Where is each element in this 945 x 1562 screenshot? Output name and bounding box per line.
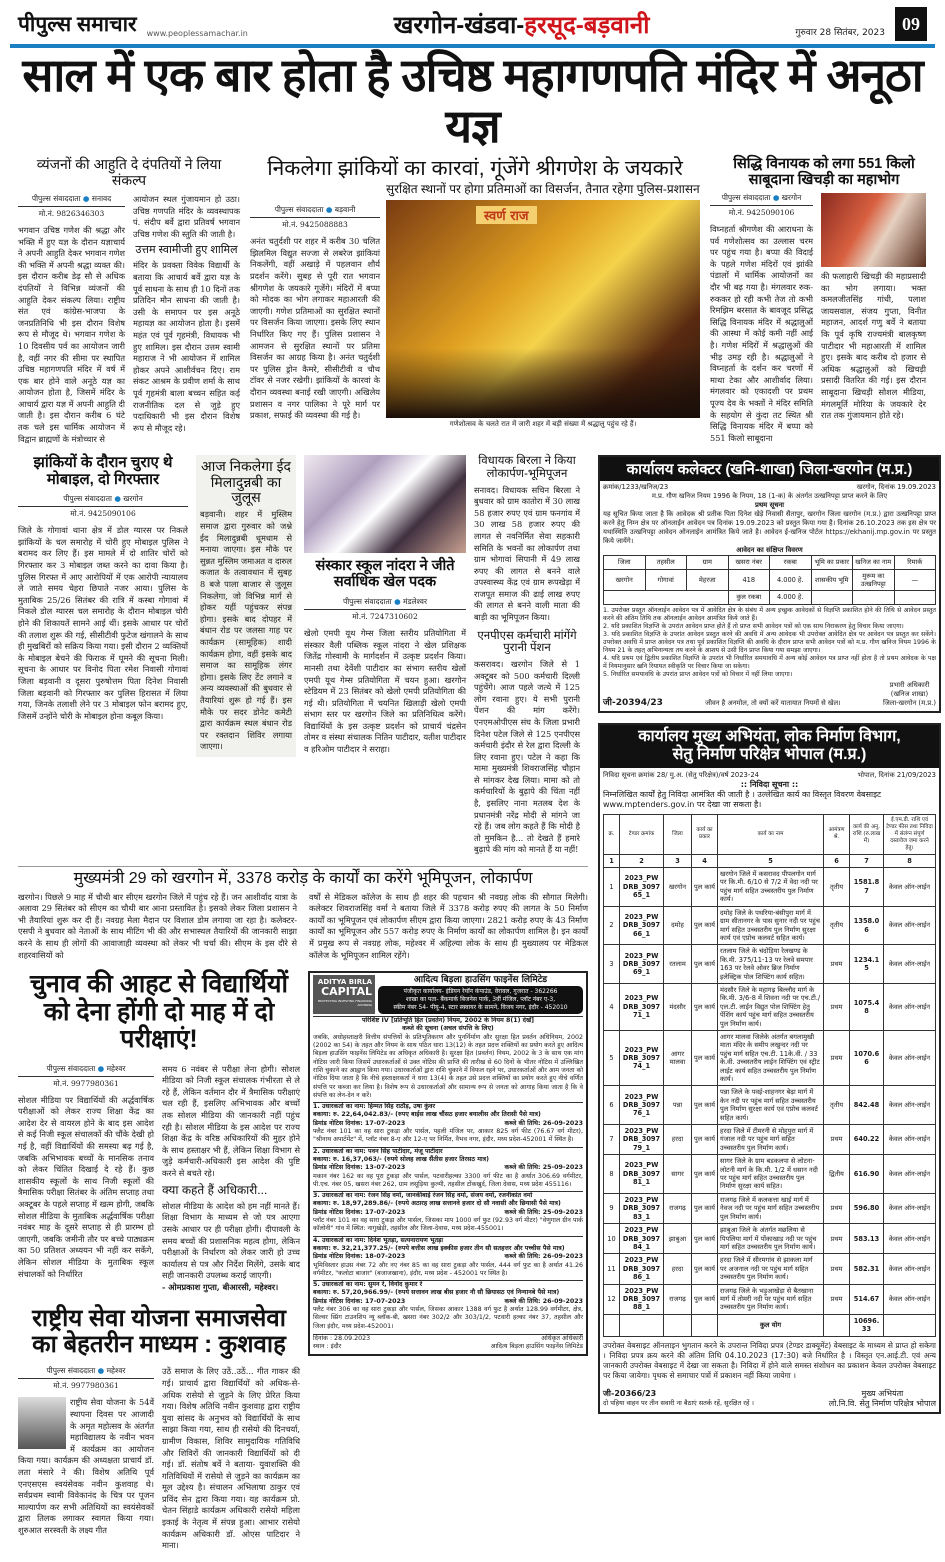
newspaper-logo[interactable]: पीपुल्स समाचार: [18, 13, 137, 36]
table-cell: 4: [604, 983, 620, 1030]
table-cell: झाबुआ: [664, 1224, 692, 1254]
column-header: कार्य का प्रकार: [692, 814, 718, 854]
table-cell: 583.13: [850, 1224, 884, 1254]
table-cell: प्रथम: [824, 1125, 850, 1155]
table-cell: 1075.48: [850, 983, 884, 1030]
headline: निकलेगा झांकियों का कारवां, गूंजेंगे श्रीगणेश के जयकारे: [267, 157, 683, 181]
section-title: खरगोन-खंडवा-हरसूद-बड़वानी: [393, 11, 650, 39]
body-text: खेलो एमपी यूथ गेम्स जिला स्तरीय प्रतियोगिता में संस्कार वैली पब्लिक स्कूल नांदरा ने खेल प्रशिक्षक जितेंद्र गोस्वामी के मार्गदर्शन में उत्कृष्ट प्रदर्शन किया। मानसी तथा देवेंशी पाटीदार का संभाग स्तरीय खेलों एमपी यूथ गेम्स प्रतियोगिता में चयन हुआ। खरगोन स्टेडियम में 23 सितंबर को खेलो एमपी प्रतियोगिता की गई थी। प्रतियोगिता में चयनित खिलाड़ी खेलो एमपी संभाग स्तर पर खरगोन जिले का प्रतिनिधित्व करेंगे। विद्यार्थियों के इस उत्कृष्ट प्रदर्शन को प्राचार्य चंद्रसेन तोमर व संस्था संचालक नितिन पाटीदार, यतीश पाटीदार व हरिओम पाटीदार ने सराहा।: [304, 628, 466, 755]
headline: झांकियों के दौरान चुराए थे मोबाइल, दो गिरफ्तार: [33, 454, 173, 488]
lead-headline: साल में एक बार होता है उचिष्ठ महागणपति मंदिर में अनूठा यज्ञ: [22, 49, 923, 152]
column-number: 7: [850, 854, 884, 867]
table-cell: 2023_PWDRB_309774_1: [620, 1030, 664, 1085]
table-cell: रतलाम जिले के चंदोड़िया रेलखण्ड के कि.मी. 375/11-13 पर रेलवे समपार 163 पर रेलवे ओवर ब्रिज निर्माण इलेक्ट्रिक पोल शिफ्टिंग कार्य सहित।: [718, 945, 824, 984]
table-row: [604, 983, 936, 1030]
mobile: मो.नं. 7247310602: [352, 612, 418, 622]
mobile: मो.नं. 9977980361: [53, 1078, 119, 1088]
table-cell: 4.000 हे.: [770, 569, 812, 591]
mobile: मो.नं. 9977980361: [53, 1381, 119, 1391]
headline: विधायक बिरला ने किया लोकार्पण-भूमिपूजन: [478, 455, 576, 480]
table-cell: —: [894, 569, 936, 591]
headline: चुनाव की आहट से विद्यार्थियों को देना होंगी दो माह में दो परीक्षाएं!: [30, 970, 288, 1054]
body-text: उठें समाज के लिए उठें..उठें... गीत गाकर की गई। प्राचार्य द्वारा विद्यार्थियों को अधिक-से-अधिक रासेयो से जुड़ने के लिए प्रेरित किया गया। विशेष अतिथि नवीन कुशवाह द्वारा राष्ट्रीय युवा सांसद के अनुभव को विद्यार्थियों के साथ साझा किया गया, साथ ही रासेयो की दिनचर्या, ग्रामीण विकास, शिविर सामुदायिक गतिविधि और शिविरों की जानकारी विद्यार्थियों को दी गई। डॉ. संतोष बर्वे ने बताया- युवाशक्ति की गतिविधियों में रासेयो से जुड़ने का कार्यक्रम का मूल उद्देश्य है। संचालन अभिलाषा ठाकुर एवं प्रविंद सेन द्वारा किया गया। यह कार्यक्रम प्रो. चेतन सिंहाडे कार्यक्रम अधिकारी रासेयो महिला इकाई के नेतृत्व में संपन्न हुआ। आभार रासेयो कार्यक्रम अधिकारी डॉ. ओएस पाटिदार ने माना।: [162, 1366, 300, 1551]
table-cell: प्रथम: [824, 1030, 850, 1085]
borrower-entry: 3. उधारकर्ता का नाम: रंजन सिंह वर्मा, जानकीबाई रंजन सिंह वर्मा, संजय वर्मा, रजनीकांत वर्मा बकाया: रु. 18,97,289.86/- (रुपये अठारह लाख सत्तानवे हजार दो सौ नवासी और छियासी पैसे मात्र) डिमांड नोटिस दिनांक: 17-07-2023 कब्जे की तिथि: 25-09-2023 प्लॉट नंबर 101 का वह सारा टुकड़ा और पार्सल, जिसका माप 1000 वर्ग फुट (92.93 वर्ग मीटर) "वेणुगाल ग्रीन पार्क कॉलोनी" गांव में स्थित: नागुखेड़ी, तहसील और जिला-देवास, मध्य प्रदेश-455001।: [313, 1192, 583, 1233]
column-number: 8: [884, 854, 936, 867]
table-cell: 1: [604, 868, 620, 907]
temple-photo: [821, 193, 926, 267]
body-text: की फलाहारी खिचड़ी की महाप्रसादी का भोग लगाया। भक्त कमलजीतसिंह गांधी, पलाश जायसवाल, संजय गुप्ता, विनीत महाजन, आदर्श गणु बर्वे ने बताया कि पूर्व कृषि राज्यमंत्री बालकृष्ण पाटीदार भी महाआरती में शामिल हुए। इसके बाद करीब दो हजार से अधिक श्रद्धालुओं को खिचड़ी प्रसादी वितरित की गई। इस दौरान साबूदाना खिचड़ी सोशल मीडिया, मंगलमूर्ति मोरिया के जयकारे देर रात तक गुंजायमान होते रहे।: [821, 271, 926, 421]
story-vyanjan: [18, 157, 240, 445]
headline: राष्ट्रीय सेवा योजना समाजसेवा का बेहतरीन माध्यम : कुशवाह: [32, 1304, 286, 1358]
photo-caption: गणेशोत्सव के चलते रात में जारी शहर में बड़ी संख्या में श्रद्धालु पहुंच रहे हैं।: [449, 420, 637, 429]
column-header: ई.एम.डी. राशि एवं टेण्डर फीस तथा निविदा में संलंग्न संपूर्ण दस्तावेज जमा करने हेतु।: [884, 814, 936, 854]
borrower-entry: 2. उधारकर्ता का नाम: पवन सिंह पाटीदार, मंजू पाटीदार बकाया: रु. 16,37,063/- (रुपये सोलह लाख सैंतीस हजार तिरसठ मात्र) डिमांड नोटिस दिनांक: 13-07-2023 कब्जे की तिथि: 25-09-2023 मकान नंबर 162 का वह पूरा टुकड़ा और पार्सल, पटवारीहल्का 3300 वर्ग फीट का है अर्थात 306.69 वर्गमीटर, पी.एच. नंबर 05, खसरा नंबर 262, ग्राम लसूड़िया कुल्मी, तहसील टोंकखुर्द, जिला देवास, मध्य प्रदेश 455116।: [313, 1147, 583, 1188]
table-row: [604, 1155, 936, 1194]
story-siddhivinayak: [710, 157, 938, 444]
table-cell: हरदा जिले में टीमरनी से मोहपुरा मार्ग में गंजाल नदी पर पहुंच मार्ग सहित उच्चस्तरीय पुल निर्माण कार्य।: [718, 1125, 824, 1155]
top-stories-row: [10, 157, 935, 445]
table-cell: पुल कार्य: [692, 983, 718, 1030]
body-text: विघ्नहर्ता श्रीगणेश की आराधना के पर्व गणेशोत्सव का उल्लास चरम पर पहुंच गया है। बप्पा की विदाई के पहले गणेश मंदिरों एवं झांकी पंडालों में धार्मिक आयोजनों का दौर भी बढ़ गया है। मंगलवार रुक-रुककर हो रही कभी तेज तो कभी रिमझिम बरसात के बावजूद प्रसिद्ध सिद्धि विनायक मंदिर में श्रद्धालुओं की आस्था में कोई कमी नहीं आई है। गणेश मंदिरों में श्रद्धालुओं की भीड़ उमड़ रही है। श्रद्धालुओं ने विघ्नहर्ता के दर्शन कर चरणों में माथा टेका और आशीर्वाद लिया। मंगलवार को एकादशी पर प्रथम पूज्य देव के भक्तों ने मंदिर समिति के सहयोग से कुंदा तट स्थित श्री सिद्धि विनायक मंदिर में बप्पा को 551 किलो साबूदाना: [710, 224, 813, 443]
table-cell: 10: [604, 1224, 620, 1254]
table-cell: 1234.15: [850, 945, 884, 984]
table-cell: केवल ऑन-लाईन: [884, 945, 936, 984]
table-cell: 11: [604, 1254, 620, 1284]
byline: पीपुल्स संवाददाता ● सनावद: [18, 194, 125, 207]
body-text: मंदिर के प्रवक्ता विवेक विद्यार्थी के बताया कि आचार्य बर्वे द्वारा यज्ञ के पूर्व साधना के साथ ही 10 दिनों तक प्रतिदिन मौन साधना की जाती है। उसी के समापन पर इस अनूठे महायज्ञ का आयोजन होता है। इसमें महंत एवं पूर्व गृहमंत्री, विधायक भी हुए शामिल। इस दौरान उत्तम स्वामी महाराज ने भी आयोजन में शामिल होकर अपने आशीर्वचन दिए। राम संकट आश्रम के प्रवीण शर्मा के साथ पूर्व गृहमंत्री बाला बच्चन सहित कई राजनीतिक दल से जुड़े हुए पदाधिकारी भी इस दौरान विशेष रूप से मौजूद रहे।: [133, 260, 240, 433]
mobile: मो.नं. 9826346303: [38, 208, 105, 218]
page-number: 09: [895, 7, 927, 41]
table-cell: गोगावां: [645, 569, 687, 591]
masthead-rule: [10, 44, 935, 48]
table-cell: केवल ऑन-लाईन: [884, 906, 936, 945]
table-cell: केवल ऑन-लाईन: [884, 1125, 936, 1155]
table-cell: 6: [604, 1086, 620, 1125]
table-row: [604, 1254, 936, 1284]
story-birla-mla: [474, 455, 580, 856]
table-cell: शासकीय भूमि: [811, 569, 853, 591]
table-row: [604, 1086, 936, 1125]
column-header: क्र.: [604, 814, 620, 854]
column-number: 6: [824, 854, 850, 867]
column-number: 3: [664, 854, 692, 867]
table-row: [604, 1284, 936, 1314]
mobile: मो.नं. 9425090106: [70, 509, 136, 519]
table-cell: खरगोन: [664, 868, 692, 907]
table-cell: मुरूम का उत्खनिपट्टा: [853, 569, 895, 591]
table-cell: 5: [604, 1030, 620, 1085]
table-cell: केवल ऑन-लाईन: [884, 1254, 936, 1284]
award-photo: [304, 455, 466, 553]
collector-ad: कार्यालय कलेक्टर (खनि-शाखा) जिला-खरगोन (म.प्र.) क्रमांक/1233/खनिज/23 खरगोन, दिनांक 19.09.2023 म.प्र. गौण खनिज नियम 1996 के नियम, 18 (1-क) के अंतर्गत उत्खनिपट्टा प्राप्त करने के लिए प्रथम सूचना यह सूचित किया जाता है कि आवेदक श्री प्रतीक पिता दिनेश खेड़े निवासी सैतापुर, खरगोन जिला खरगोन (म.प्र.) द्वारा उत्खनिपट्टा प्राप्त करने हेतु निम्न क्षेत्र पर ऑनलाईन आवेदन पत्र दिनांक 19.09.2023 को प्रस्तुत किया गया है। दिनांक 26.10.2023 तक इस क्षेत्र पर यथास्थिति उत्खनिपट्टा आवेदन ऑनलाईन आमंत्रित किये जाते है। आवेदन ई-खनिज पोर्टल https://ekhanij.mp.gov.in पर प्रस्तुत किये जायेंगे। आवेदन का संक्षिप्त विवरण जिला तहसील ग्राम खसरा नंबर रकबा भूमि का प्रकार खनिज का नाम रिमार्क खरगोन गोगावां मेहरजा 418 4.000 हे. शासकीय भूमि मुरूम का उत्खनिपट्टा — कुल रकबा 4.000 हे. 1. उपरोक्त प्रस्तुत ऑनलाईन आवेदन पत्र में आवेदित क्षेत्र के संबंध में अन्य इच्छुक आवेदकों से विज्ञप्ति प्रकाशित होने की तिथि से आवेदन प्रस्तुत करने की अंतिम तिथि तक ऑनलाईन आवेदन आमंत्रित किये जाते हैं। 2. यदि प्रकाशित विज्ञप्ति के उपरांत आवेदन प्राप्त होते हैं तो प्राप्त सभी आवेदन पत्रों को एक साथ निराकरण हेतु विचार किया जाएगा। 3. यदि प्रकाशित विज्ञप्ति के उपरांत आवेदन प्रस्तुत करने की अवधि में अन्य आवेदक भी उपरोक्त आवेदित क्षेत्र पर आवेदन पत्र प्रस्तुत कर सकेंगे। उपरोक्त अवधि में प्राप्त आवेदन पत्र तथा पूर्व प्रकाशित विज्ञप्ति की अवधि के दौरान प्राप्त सभी आवेदन पत्रों को म.प्र. गौण खनिज नियम 1996 के नियम 21 के तहत् अभिनान्यता तय करने के आशय से उसी दिन प्राप्त किया गया समझा जाएगा। 4. यदि प्रथम एवं द्वितीय प्रकाशित विज्ञप्ति के उपरांत भी निर्धारित समयावधि में अन्य कोई आवेदन पत्र प्राप्त नहीं होता है तो प्रथम आवेदक के पक्ष में नियमानुसार खनि रियायत स्वीकृति पर विचार किया जा सकेगा। 5. निर्धारित समयावधि के उपरांत प्राप्त आवेदन पत्रों को विचार में नहीं लिया जाएगा। जी-20394/23 जीवन है अनमोल, तो क्यों करें यातायात नियमों से खेल। प्रभारी अधिकारी (खनिज शाखा) जिला-खरगोन (म.प्र.): [598, 455, 941, 713]
table-row: [604, 1193, 936, 1223]
notice-point: 5. निर्धारित समयावधि के उपरांत प्राप्त आवेदन पत्रों को विचार में नहीं लिया जाएगा।: [603, 670, 793, 678]
table-cell: राजगढ़ जिले के भड़ुआखेड़ा से बैतखाना मार्ग में तोमरी नदी पर पहुंच मार्ग सहित उच्चस्तरीय पुल निर्माण कार्य।: [718, 1284, 824, 1314]
table-cell: 2023_PWDRB_309779_1: [620, 1125, 664, 1155]
table-row: [604, 868, 936, 907]
headline: एनपीएस कर्मचारी मांगेंगे पुरानी पेंशन: [477, 629, 577, 655]
byline: पीपुल्स संवाददाता ● बड़वानी: [250, 205, 380, 218]
body-text: सनावद। विधायक सचिन बिरला ने बुधवार को ग्राम कातोरा में 30 लाख 58 हजार रुपए एवं ग्राम फनगांव में 30 लाख 58 हजार रुपए की लागत से नवनिर्मित सेवा सहकारी समिति के भवनों का लोकार्पण तथा ग्राम भोगावां सिपानी में 49 लाख रुपए की लागत से बनने वाले उपस्वास्थ्य केंद्र एवं ग्राम रूपखेड़ा में राजपूत समाज की ढाई लाख रुपए की लागत से बनने वाली माता की बाड़ी का भूमिपूजन किया।: [474, 484, 580, 623]
table-cell: पुल कार्य: [692, 1125, 718, 1155]
table-cell: पन्ना: [664, 1086, 692, 1125]
table-cell: सागर: [664, 1155, 692, 1194]
issue-date: गुरुवार 28 सितंबर, 2023: [795, 28, 885, 38]
subheadline: क्या कहते हैं अधिकारी...: [162, 1182, 268, 1197]
table-cell: 2023_PWDRB_309765_1: [620, 868, 664, 907]
column-header: कार्य की अनु. राशि (रु.लाख में): [850, 814, 884, 854]
table-cell: 2023_PWDRB_309783_1: [620, 1193, 664, 1223]
table-cell: 2023_PWDRB_309781_1: [620, 1155, 664, 1194]
table-cell: मंदसौर जिले के महागढ़ बिल्लौद मार्ग के कि.मी. 3/6-8 में शिवना नदी पर एच.टी./एल.टी. लाईन विद्युत पोल शिफ्टिंग हेतु पेंशिंग कार्य पहुंच मार्ग सहित उच्चस्तरीय पुल निर्माण कार्य।: [718, 983, 824, 1030]
table-cell: सागर जिले के ग्राम बडकलपा से लोटना-लोटनी मार्ग के कि.मी. 1/2 में धसान नदी पर पहुंच मार्ग सहित उच्चस्तरीय पुल निर्माण सुरक्षा कार्य सहित।: [718, 1155, 824, 1194]
table-cell: 2: [604, 906, 620, 945]
byline: पीपुल्स संवाददाता ● मंडलेश्वर: [304, 597, 466, 610]
table-cell: 7: [604, 1125, 620, 1155]
table-row: [604, 1030, 936, 1085]
table-cell: केवल ऑन-लाईन: [884, 1030, 936, 1085]
pwd-tender-ad: कार्यालय मुख्य अभियंता, लोक निर्माण विभाग, सेतु निर्माण परिक्षेत्र भोपाल (म.प्र.) निविदा सूचना क्रमांक 28/ मु.अ. (सेतु परिक्षेत्र)/वर्ष 2023-24 भोपाल, दिनांक 21/09/2023 :: निविदा सूचना :: निम्नलिखित कार्यों हेतु निविदा आमंत्रित की जाती है । उल्लेखित कार्य का विस्तृत विवरण वेबसाइट www.mptenders.gov.in पर देखा जा सकता है। क्र. टेण्डर क्रमांक जिला कार्य का प्रकार कार्य का नाम आमंत्रण श्रे. कार्य की अनु. राशि (रु.लाख में) ई.एम.डी. राशि एवं टेण्डर फीस तथा निविदा में संलंग्न संपूर्ण दस्तावेज जमा करने हेतु। 1 2 3 4 5 6 7 8 1 2023_PWDRB_309765_1 खरगोन पुल कार्य खरगोन जिले में कसरावद पीपलगोन मार्ग पर कि.मी. 6/10 से 7/2 में वेदा नदी पर पहुंच मार्ग सहित उच्चस्तरीय पुल निर्माण कार्य। तृतीय 1581.87 केवल ऑन-लाईन 2 2023_PWDRB_309766_1 दमोह पुल कार्य दमोह जिले के पथरिया-बंसीपुरा मार्ग में ग्राम सीतानगर के पास सुनार नदी पर पहुंच मार्ग सहित उच्चस्तरीय पुल निर्माण सुरक्षा कार्य एवं एप्रोच कलवर्ट सहित कार्य। तृतीय 1358.06 केवल ऑन-लाईन 3 2023_PWDRB_309769_1 रतलाम पुल कार्य रतलाम जिले के चंदोड़िया रेलखण्ड के कि.मी. 375/11-13 पर रेलवे समपार 163 पर रेलवे ओवर ब्रिज निर्माण इलेक्ट्रिक पोल शिफ्टिंग कार्य सहित। प्रथम 1234.15 केवल ऑन-लाईन 4 2023_PWDRB_309771_1 मंदसौर पुल कार्य मंदसौर जिले के महागढ़ बिल्लौद मार्ग के कि.मी. 3/6-8 में शिवना नदी पर एच.टी./एल.टी. लाईन विद्युत पोल शिफ्टिंग हेतु पेंशिंग कार्य पहुंच मार्ग सहित उच्चस्तरीय पुल निर्माण कार्य। प्रथम 1075.48 केवल ऑन-लाईन 5 2023_PWDRB_309774_1 आगर मालवा पुल कार्य आगर मालवा जिलेके अंतर्गत बगलामुखी माता मंदिर के समीप लखुन्दर नदी पर पहुंच मार्ग सहित एच.टी. 11के.वी. / 33 के.वी. उच्चस्तरीय लाईन शिफ्टिंग एवं स्ट्रीट लाईट कार्य सहित उच्चस्तरीय पुल निर्माण कार्य। प्रथम 1070.66 केवल ऑन-लाईन 6 2023_PWDRB_309776_1 पन्ना पुल कार्य पन्ना जिले के पवई-शाहनगर बेढ़ा मार्ग में केन नदी पर पहुंच मार्ग सहित उच्चस्तरीय पुल निर्माण सुरक्षा कार्य एवं एप्रोच कलवर्ट सहित कार्य। तृतीय 842.48 केवल ऑन-लाईन 7 2023_PWDRB_309779_1 हरदा पुल कार्य हरदा जिले में टीमरनी से मोहपुरा मार्ग में गंजाल नदी पर पहुंच मार्ग सहित उच्चस्तरीय पुल निर्माण कार्य। प्रथम 640.22 केवल ऑन-लाईन 8 2023_PWDRB_309781_1 सागर पुल कार्य सागर जिले के ग्राम बडकलपा से लोटना-लोटनी मार्ग के कि.मी. 1/2 में धसान नदी पर पहुंच मार्ग सहित उच्चस्तरीय पुल निर्माण सुरक्षा कार्य सहित। द्वितीय 616.90 केवल ऑन-लाईन 9 2023_PWDRB_309783_1 राजगढ़ पुल कार्य राजगढ़ जिले में कलकत्ता खाई मार्ग में नेवज नदी पर पहुंच मार्ग सहित उच्चस्तरीय पुल निर्माण कार्य। प्रथम 596.80 केवल ऑन-लाईन 10 2023_PWDRB_309784_1 झाबुआ पुल कार्य झाबुआ जिले के अंतर्गत मछलिया से पिपलिया मार्ग में पोंकाखाड़ नदी पर पहुंच मार्ग सहित उच्चस्तरीय पुल निर्माण कार्य। प्रथम 583.13 केवल ऑन-लाईन 11 2023_PWDRB_309786_1 हरदा पुल कार्य हरदा जिले में सीरमगांव से झाकला मार्ग पर अजनाल नदी पर पहुंच मार्ग सहित उच्चस्तरीय पुल निर्माण कार्य। प्रथम 582.31 केवल ऑन-लाईन 12 2023_PWDRB_309788_1 राजगढ़ पुल कार्य राजगढ़ जिले के भड़ुआखेड़ा से बैतखाना मार्ग में तोमरी नदी पर पहुंच मार्ग सहित उच्चस्तरीय पुल निर्माण कार्य। प्रथम 514.67 केवल ऑन-लाईन कुल योग 10696.33 उपरोक्त वेबसाइट ऑनलाइन भुगतान करने के उपरान्त निविदा प्रपत्र (टेण्डर डाक्यूमेंट) वेबसाइट के माध्यम से प्राप्त हो सकेगा । निविदा प्रपत्र क्रय करने की अंतिम तिथि 04.10.2023 (17:30) बजे निर्धारित है । विस्तृत एन.आई.टी. एवं अन्य जानकारी उपरोक्त वेबसाइट में देखा जा सकता है। निविदा में होने वाले समस्त संशोधन का प्रकाशन केवल उपरोक्त वेबसाइट पर किया जायेगा। पृथक से समाचार पत्रों में प्रकाशन नहीं किया जायेगा । जी-20366/23 दो पहिया वाहन पर तीन सवारी ना बैठाएं सतर्क रहें, सुरक्षित रहें । मुख्य अभियंता लो.नि.वि. सेतु निर्माण परिक्षेत्र भोपाल: [598, 723, 941, 1414]
body-text: समय 6 नवंबर से परीक्षा लेना होगी। सोशल मीडिया को निजी स्कूल संचालक गंभीरता से ले रहे हैं, लेकिन वर्तमान दौर में त्रैमासिक परीक्षाएं चल रही हैं, इसलिए अभिभावक और बच्चों तक सोशल मीडिया की जानकारी नहीं पहुंच रही है। सोशल मीडिया के इस आदेश पर राज्य शिक्षा केंद्र के वरिष्ठ अधिकारियों की मुहर होने के साथ हस्ताक्षर भी हैं, लेकिन शिक्षा विभाग से जुड़े कर्मचारी-अधिकारी इस आदेश की पुष्टि करने से बचते रहे।: [162, 1063, 300, 1179]
table-cell: 2023_PWDRB_309769_1: [620, 945, 664, 984]
column-header: जिला: [604, 556, 646, 569]
table-cell: राजगढ़ जिले में कलकत्ता खाई मार्ग में नेवज नदी पर पहुंच मार्ग सहित उच्चस्तरीय पुल निर्माण कार्य।: [718, 1193, 824, 1223]
table-cell: 2023_PWDRB_309784_1: [620, 1224, 664, 1254]
byline: पीपुल्स संवाददाता ● खरगोन: [710, 193, 813, 206]
table-cell: तृतीय: [824, 906, 850, 945]
story-cm-visit: [18, 866, 588, 961]
column-header: खनिज का नाम: [853, 556, 895, 569]
table-cell: 1581.87: [850, 868, 884, 907]
column-header: रिमार्क: [894, 556, 936, 569]
body-text: वर्षों से मेडिकल कॉलेज के साथ ही शहर की पहचान श्री नवग्रह लोक की सौगात मिलेगी। कलेक्टर शिवराजसिंह वर्मा ने बताया जिले में 3378 करोड़ रुपए की लागत के 50 निर्माण कार्यों का भूमिपूजन एवं लोकार्पण सीएम द्वारा किया जाएगा। 2821 करोड़ रुपए के 43 निर्माण कार्यों का भूमिपूजन और 557 करोड़ रुपए के निर्माण कार्यों का लोकार्पण शामिल है। इन कार्यों में प्रमुख रूप से नवग्रह लोक, महेश्वर में अहिल्या लोक के साथ ही मुख्यालय पर मेडिकल कॉलेज के भूमिपूजन शामिल रहेंगे।: [309, 891, 588, 960]
column-header: रकबा: [770, 556, 812, 569]
column-number: 5: [718, 854, 824, 867]
website-link[interactable]: www.peoplessamachar.in: [146, 29, 248, 38]
application-table: जिला तहसील ग्राम खसरा नंबर रकबा भूमि का प्रकार खनिज का नाम रिमार्क खरगोन गोगावां मेहरजा 418 4.000 हे. शासकीय भूमि मुरूम का उत्खनिपट्टा — कुल रकबा 4.000 हे.: [603, 555, 936, 605]
borrower-entry: 1. उधारकर्ता का नाम: हिम्मत सिंह राठौड़, उषा कुंवर बकाया: रु. 22,64,042.83/- (रुपए बाईस लाख चौंसठ हजार बयालीस और तिरासी पैसे मात्र) डिमांड नोटिस दिनांक: 17-07-2023 कब्जे की तिथि: 26-09-2023 फ्लैट नंबर 101 का वह सारा टुकड़ा और पार्सल, पहली मंजिल पर, आकार 825 वर्ग फीट (76.67 वर्ग मीटर), "श्रीनाथ अपार्टमेंट" में, प्लॉट नंबर 8-ए और 12-ए पर निर्मित, वैभव नगर, इंदौर, मध्य प्रदेश-452001 में स्थित है।: [313, 1103, 583, 1144]
story-eid: [196, 455, 296, 757]
table-cell: पन्ना जिले के पवई-शाहनगर बेढ़ा मार्ग में केन नदी पर पहुंच मार्ग सहित उच्चस्तरीय पुल निर्माण सुरक्षा कार्य एवं एप्रोच कलवर्ट सहित कार्य।: [718, 1086, 824, 1125]
table-cell: पुल कार्य: [692, 906, 718, 945]
body-text: अनंत चतुर्दशी पर शहर में करीब 30 चलित झिलमिल विद्युत सज्जा से लबरेज झांकियां निकलेंगी, वहीं अखाड़े में पहलवान शौर्य प्रदर्शन करेंगे। सुबह से पूरी रात भगवान श्रीगणेश के जयकारे गूजेंगे। मंदिरों में बप्पा को मोदक का भोग लगाकर महाआरती की जाएगी। गणेश प्रतिमाओं का सुरक्षित स्थानों पर विसर्जन किया जाएगा। इसके लिए स्थान निर्धारित किए गए हैं। पुलिस प्रशासन ने आमजन से सुरक्षित स्थानों पर प्रतिमा विसर्जन का आग्रह किया है। अनंत चतुर्दशी पर पुलिस ड्रोन कैमरे, सीसीटीवी व चौथ टॉवर से नजर रखेगी। झांकियों के कारवां के दौरान व्यवस्था बनाई रखी जाएगी। अखिलेय प्रशासन व नगर पालिका ने पूरे मार्ग पर प्रकाश, सफाई की व्यवस्था की गई है।: [250, 236, 380, 421]
table-cell: प्रथम: [824, 1193, 850, 1223]
table-cell: 2023_PWDRB_309771_1: [620, 983, 664, 1030]
body-text: कसरावद। खरगोन जिले से 1 अक्टूबर को 500 कर्मचारी दिल्ली पहुंचेंगे। आज पहले जत्थे में 125 लोग रवाना हुए। ये सभी पुरानी पेंशन की मांग करेंगे। एनएमओपीएस संघ के जिला प्रभारी दिनेश पटेल जिले से 125 एनपीएस कर्मचारी इंदौर से रेल द्वारा दिल्ली के लिए रवाना हुए। पटेल ने कहा कि मामा मुख्यमंत्री शिवराजसिंह चौहान से मांगकर देख लिया। मामा को तो कर्मचारियों के बुढ़ापे की चिंता नहीं है, इसलिए नाना मतलब देश के प्रधानमंत्री नरेंद्र मोदी से मांगने जा रहे हैं। जब लोग कहते हैं कि मोदी है तो मुमकिन है... तो देखते हैं हमारे बुढ़ापे की मांग को मानते हैं या नहीं!: [474, 658, 580, 855]
column-header: कार्य का नाम: [718, 814, 824, 854]
table-cell: मेहरजा: [687, 569, 729, 591]
table-cell: 12: [604, 1284, 620, 1314]
notice-point: 3. यदि प्रकाशित विज्ञप्ति के उपरांत आवेदन प्रस्तुत करने की अवधि में अन्य आवेदक भी उपरोक्त आवेदित क्षेत्र पर आवेदन पत्र प्रस्तुत कर सकेंगे। उपरोक्त अवधि में प्राप्त आवेदन पत्र तथा पूर्व प्रकाशित विज्ञप्ति की अवधि के दौरान प्राप्त सभी आवेदन पत्रों को म.प्र. गौण खनिज नियम 1996 के नियम 21 के तहत् अभिनान्यता तय करने के आशय से उसी दिन प्राप्त किया गया समझा जाएगा।: [603, 630, 936, 654]
story-mobile-theft: [18, 455, 188, 722]
notice-point: 4. यदि प्रथम एवं द्वितीय प्रकाशित विज्ञप्ति के उपरांत भी निर्धारित समयावधि में अन्य कोई आवेदन पत्र प्राप्त नहीं होता है तो प्रथम आवेदक के पक्ष में नियमानुसार खनि रियायत स्वीकृति पर विचार किया जा सकेगा।: [603, 654, 936, 670]
table-row: [604, 906, 936, 945]
table-cell: खरगोन: [604, 569, 646, 591]
headline: सिद्धि विनायक को लगा 551 किलो साबूदाना खिचड़ी का महाभोग: [733, 156, 915, 189]
table-cell: 582.31: [850, 1254, 884, 1284]
table-cell: केवल ऑन-लाईन: [884, 1224, 936, 1254]
table-cell: हरदा: [664, 1254, 692, 1284]
table-cell: पुल कार्य: [692, 1254, 718, 1284]
column-header: आमंत्रण श्रे.: [824, 814, 850, 854]
column-number: 1: [604, 854, 620, 867]
headline: आज निकलेगा ईद मिलादुन्नबी का जुलूस: [201, 458, 291, 506]
ad-title: कार्यालय कलेक्टर (खनि-शाखा) जिला-खरगोन (म.प्र.): [600, 457, 939, 481]
table-cell: केवल ऑन-लाईन: [884, 1155, 936, 1194]
table-cell: 2023_PWDRB_309786_1: [620, 1254, 664, 1284]
table-cell: तृतीय: [824, 868, 850, 907]
ad-title: कार्यालय मुख्य अभियंता, लोक निर्माण विभाग, सेतु निर्माण परिक्षेत्र भोपाल (म.प्र.): [600, 725, 939, 768]
subheadline: सुरक्षित स्थानों पर होगा प्रतिमाओं का विसर्जन, तैनात रहेगा पुलिस-प्रशासन: [386, 182, 700, 197]
headline: मुख्यमंत्री 29 को खरगोन में, 3378 करोड़ के कार्यों का करेंगे भूमिपूजन, लोकार्पण: [73, 870, 533, 888]
story-sanskar-school: [304, 455, 466, 755]
column-number: 2: [620, 854, 664, 867]
borrower-entry: 5. उधारकर्ता का नाम: सुमन रे, विनोद कुमार रे बकाया: रु. 57,20,966.99/- (रुपये सत्तावन लाख बीस हजार नौ सौ छियासठ एवं निन्यानबे पैसे मात्र) डिमांड नोटिस दिनांक: 17-07-2023 कब्जे की तिथि: 26-09-2023 फ्लैट नंबर 306 का वह सारा टुकड़ा और पार्सल, जिसका आकार 1388 वर्ग फुट है अर्थात 128.99 वर्गमीटर, क्षेत्र, सिल्वर स्प्रिंग टाउनशिप न्यू ब्लॉक-बी, खसरा नंबर 302/2 और 303/1/2, पटवारी हल्का नंबर 37, तहसील और जिला इंदौर, मध्य प्रदेश-452001।: [313, 1281, 583, 1330]
table-cell: 640.22: [850, 1125, 884, 1155]
table-cell: द्वितीय: [824, 1155, 850, 1194]
table-row: [604, 1224, 936, 1254]
masthead: [10, 6, 935, 42]
ganesh-pandal-photo: स्वर्ण राज: [386, 200, 700, 418]
table-cell: हरदा: [664, 1125, 692, 1155]
column-header: टेण्डर क्रमांक: [620, 814, 664, 854]
body-text: बड़वानी। शहर में मुस्लिम समाज द्वारा गुरुवार को जश्ने ईद मिलादुन्नबी धूमधाम से मनाया जाएगा। इस मौके पर सुन्नत मुस्लिम जमाअत व दारुल कजात के तत्वावधान में सुबह 8 बजे पाला बाजार से जुलूस निकलेगा, जो विभिन्न मार्ग से होकर यहीं पहुंचकर संपन्न होगा। इसके बाद दोपहर में बंधान रोड पर जलसा गाह पर कार्यक्रम (सामूहिक) शादी कार्यक्रम होगा, वहीं इसके बाद समाज का सामूहिक लंगर होगा। इसके लिए टेंट लगाने व अन्य व्यवस्थाओं की बुधवार से तैयारियां शुरू हो गई हैं। इस मौके पर सदर डोनेट कमेटी द्वारा कार्यक्रम स्थल बंधान रोड पर रक्तदान शिविर लगाया जाएगा।: [200, 509, 292, 752]
column-number: 4: [692, 854, 718, 867]
body-text: राष्ट्रीय सेवा योजना के 54वें स्थापना दिवस पर आजादी के अमृत महोत्सव के अंतर्गत महाविद्यालय के नवीन भवन में कार्यक्रम का आयोजन किया गया। कार्यक्रम की अध्यक्षता प्राचार्य डॉ. लता मंसारे ने की। विशेष अतिथि पूर्व एनएसएस स्वयंसेवक नवीन कुशवाह थे। सर्वप्रथम स्वामी विवेकानंद के चित्र पर पूजन माल्यार्पण कर सभी अतिथियों का स्वयंसेवकों द्वारा तिलक लगाकर स्वागत किया गया। शुरुआत सरस्वती के लक्ष्य गीत: [18, 1397, 154, 1535]
body-text: आयोजन स्थल गुंजायमान हो उठा। उचिष्ठ गणपति मंदिर के व्यवस्थापक पं. संदीप बर्वे द्वारा प्रतिवर्ष भगवान उचिष्ठ गणेश की स्तुति की जाती है।: [133, 193, 240, 239]
column-header: जिला: [664, 814, 692, 854]
table-cell: आगर मालवा: [664, 1030, 692, 1085]
column-header: भूमि का प्रकार: [811, 556, 853, 569]
tender-table: क्र. टेण्डर क्रमांक जिला कार्य का प्रकार कार्य का नाम आमंत्रण श्रे. कार्य की अनु. राशि (रु.लाख में) ई.एम.डी. राशि एवं टेण्डर फीस तथा निविदा में संलंग्न संपूर्ण दस्तावेज जमा करने हेतु। 1 2 3 4 5 6 7 8 1 2023_PWDRB_309765_1 खरगोन पुल कार्य खरगोन जिले में कसरावद पीपलगोन मार्ग पर कि.मी. 6/10 से 7/2 में वेदा नदी पर पहुंच मार्ग सहित उच्चस्तरीय पुल निर्माण कार्य। तृतीय 1581.87 केवल ऑन-लाईन 2 2023_PWDRB_309766_1 दमोह पुल कार्य दमोह जिले के पथरिया-बंसीपुरा मार्ग में ग्राम सीतानगर के पास सुनार नदी पर पहुंच मार्ग सहित उच्चस्तरीय पुल निर्माण सुरक्षा कार्य एवं एप्रोच कलवर्ट सहित कार्य। तृतीय 1358.06 केवल ऑन-लाईन 3 2023_PWDRB_309769_1 रतलाम पुल कार्य रतलाम जिले के चंदोड़िया रेलखण्ड के कि.मी. 375/11-13 पर रेलवे समपार 163 पर रेलवे ओवर ब्रिज निर्माण इलेक्ट्रिक पोल शिफ्टिंग कार्य सहित। प्रथम 1234.15 केवल ऑन-लाईन 4 2023_PWDRB_309771_1 मंदसौर पुल कार्य मंदसौर जिले के महागढ़ बिल्लौद मार्ग के कि.मी. 3/6-8 में शिवना नदी पर एच.टी./एल.टी. लाईन विद्युत पोल शिफ्टिंग हेतु पेंशिंग कार्य पहुंच मार्ग सहित उच्चस्तरीय पुल निर्माण कार्य। प्रथम 1075.48 केवल ऑन-लाईन 5 2023_PWDRB_309774_1 आगर मालवा पुल कार्य आगर मालवा जिलेके अंतर्गत बगलामुखी माता मंदिर के समीप लखुन्दर नदी पर पहुंच मार्ग सहित एच.टी. 11के.वी. / 33 के.वी. उच्चस्तरीय लाईन शिफ्टिंग एवं स्ट्रीट लाईट कार्य सहित उच्चस्तरीय पुल निर्माण कार्य। प्रथम 1070.66 केवल ऑन-लाईन 6 2023_PWDRB_309776_1 पन्ना पुल कार्य पन्ना जिले के पवई-शाहनगर बेढ़ा मार्ग में केन नदी पर पहुंच मार्ग सहित उच्चस्तरीय पुल निर्माण सुरक्षा कार्य एवं एप्रोच कलवर्ट सहित कार्य। तृतीय 842.48 केवल ऑन-लाईन 7 2023_PWDRB_309779_1 हरदा पुल कार्य हरदा जिले में टीमरनी से मोहपुरा मार्ग में गंजाल नदी पर पहुंच मार्ग सहित उच्चस्तरीय पुल निर्माण कार्य। प्रथम 640.22 केवल ऑन-लाईन 8 2023_PWDRB_309781_1 सागर पुल कार्य सागर जिले के ग्राम बडकलपा से लोटना-लोटनी मार्ग के कि.मी. 1/2 में धसान नदी पर पहुंच मार्ग सहित उच्चस्तरीय पुल निर्माण सुरक्षा कार्य सहित। द्वितीय 616.90 केवल ऑन-लाईन 9 2023_PWDRB_309783_1 राजगढ़ पुल कार्य राजगढ़ जिले में कलकत्ता खाई मार्ग में नेवज नदी पर पहुंच मार्ग सहित उच्चस्तरीय पुल निर्माण कार्य। प्रथम 596.80 केवल ऑन-लाईन 10 2023_PWDRB_309784_1 झाबुआ पुल कार्य झाबुआ जिले के अंतर्गत मछलिया से पिपलिया मार्ग में पोंकाखाड़ नदी पर पहुंच मार्ग सहित उच्चस्तरीय पुल निर्माण कार्य। प्रथम 583.13 केवल ऑन-लाईन 11 2023_PWDRB_309786_1 हरदा पुल कार्य हरदा जिले में सीरमगांव से झाकला मार्ग पर अजनाल नदी पर पहुंच मार्ग सहित उच्चस्तरीय पुल निर्माण कार्य। प्रथम 582.31 केवल ऑन-लाईन 12 2023_PWDRB_309788_1 राजगढ़ पुल कार्य राजगढ़ जिले के भड़ुआखेड़ा से बैतखाना मार्ग में तोमरी नदी पर पहुंच मार्ग सहित उच्चस्तरीय पुल निर्माण कार्य। प्रथम 514.67 केवल ऑन-लाईन कुल योग 10696.33: [603, 814, 936, 1337]
mobile: मो.नं. 9425090106: [728, 208, 795, 218]
table-cell: मंदसौर: [664, 983, 692, 1030]
body-text: खरगोन। पिछले 9 माह में चौथी बार सीएम खरगोन जिले में पहुंच रहे हैं। जन आशीर्वाद यात्रा के अलावा 29 सितंबर को सीएम का चौथी बार आना प्रस्तावित है। इसको लेकर जिला प्रशासन ने भी तैयारियां शुरू कर दी हैं। नवग्रह मेला मैदान पर विशाल डोम लगाया जा रहा है। कलेक्टर-एसपी ने बुधवार को नेताओं के साथ मीटिंग भी की और सभास्थल तैयारियों की जानकारी साझा करने के साथ ही लोगों की आवाजाही व्यवस्था को लेकर भी चर्चा की। सीएम के इस दौरे से शहरवासियों को: [18, 891, 297, 960]
subheadline: उत्तम स्वामीजी हुए शामिल: [135, 244, 238, 257]
byline: पीपुल्स संवाददाता ● महेश्वर: [18, 1366, 154, 1379]
table-cell: प्रथम: [824, 983, 850, 1030]
table-cell: 596.80: [850, 1193, 884, 1223]
table-cell: केवल ऑन-लाईन: [884, 983, 936, 1030]
table-cell: 616.90: [850, 1155, 884, 1194]
notice-point: 2. यदि प्रकाशित विज्ञप्ति के उपरांत आवेदन प्राप्त होते हैं तो प्राप्त सभी आवेदन पत्रों को एक साथ निराकरण हेतु विचार किया जाएगा।: [603, 622, 904, 630]
quote-attribution: - ओमप्रकाश गुप्ता, बीआरसी, महेश्वर।: [162, 1281, 279, 1292]
story-jhanki: [250, 157, 700, 429]
table-cell: 8: [604, 1155, 620, 1194]
column-header: खसरा नंबर: [728, 556, 770, 569]
table-cell: प्रथम: [824, 1224, 850, 1254]
byline: पीपुल्स संवाददाता ● खरगोन: [18, 494, 188, 507]
table-row: [604, 945, 936, 984]
borrower-entry: 4. उधारकर्ता का नाम: दिनेश भूतड़ा, सत्यनारायण भूतड़ा बकाया: रु. 32,21,377.25/- (रुपये बत्तीस लाख इक्कीस हजार तीन सौ सतहत्तर और पच्चीस पैसे मात्र) डिमांड नोटिस दिनांक: 18-07-2023 कब्जे की तिथि: 26-09-2023 भूमिविस्तार हाउस नंबर 72 और नए नंबर 85 का वह सारा टुकड़ा और पार्सल, 444 वर्ग फुट का है अर्थात 41.26 वर्गमीटर, "कलोटा बाजार" (बजाजखाना), इंदौर, मध्य प्रदेश - 452001 पर स्थित है।: [313, 1236, 583, 1277]
table-cell: खरगोन जिले में कसरावद पीपलगोन मार्ग पर कि.मी. 6/10 से 7/2 में वेदा नदी पर पहुंच मार्ग सहित उच्चस्तरीय पुल निर्माण कार्य।: [718, 868, 824, 907]
table-cell: पुल कार्य: [692, 1284, 718, 1314]
aditya-birla-logo: ADITYA BIRLA CAPITAL PROTECTING INVESTING FINANCING ADVISING: [313, 975, 375, 1014]
headline: संस्कार स्कूल नांदरा ने जीते सर्वाधिक खेल पदक: [315, 558, 455, 591]
table-cell: 514.67: [850, 1284, 884, 1314]
table-cell: 842.48: [850, 1086, 884, 1125]
table-cell: केवल ऑन-लाईन: [884, 868, 936, 907]
table-cell: पुल कार्य: [692, 1030, 718, 1085]
portrait-photo: [18, 1397, 66, 1449]
aditya-birla-ad: ADITYA BIRLA CAPITAL PROTECTING INVESTING FINANCING ADVISING आदित्य बिड़ला हाउसिंग फाइनेंस लिमिटेड पंजीकृत कार्यालय- इंडियन रेयॉन कंपाउंड, वेरावल, गुजरात - 362266 शाखा का पता- बैंकमार्क बिजनेस पार्क, 3वीं मंजिल, प्लॉट नंबर ए-3, स्कीम नंबर 54- पीयू-4, स्टार स्क्वायर के सामने, विजय नगर, इंदौर - 452010 परिशिष्ट IV [प्रतिभूति हित (प्रवर्तन) नियम, 2002 के नियम 8(1) देखें] कब्जे की सूचना (अचल संपत्ति के लिए) जबकि, अधोहस्ताक्षरी वित्तीय संपत्तियों के प्रतिभूतिकरण और पुनर्निर्माण और सुरक्षा हित प्रवर्तन अधिनियम, 2002 (2002 का 54) के तहत और नियम के साथ पठित धारा 13(12) के तहत प्रदत्त शक्तियों का प्रयोग करते हुए आदित्य बिड़ला हाउसिंग फाइनेंस लिमिटेड का अधिकृत अधिकारी है। सुरक्षा हित (प्रवर्तन) नियम, 2002 के 3 के साथ एक मांग नोटिस जारी किया जिसमें उधारकर्ताओं से उक्त नोटिस की प्राप्ति की तारीख से 60 दिनों के भीतर नोटिस में उल्लिखित राशि चुकाने का आह्वान किया गया। उधारकर्ताओं द्वारा राशि चुकाने में विफल रहने पर, उधारकर्ताओं और आम जनता को नोटिस दिया जाता है कि नीचे हस्ताक्षरकर्ता ने धारा 13(4) के तहत उसे प्रदत्त शक्तियों का प्रयोग करते हुए नीचे वर्णित संपत्ति पर कब्जा कर लिया है। विशेष रूप से उधारकर्ताओं और सामान्य रूप से जनता को आगाह किया जाता है कि वे संपत्ति का लेन-देन न करें। 1. उधारकर्ता का नाम: हिम्मत सिंह राठौड़, उषा कुंवर बकाया: रु. 22,64,042.83/- (रुपए बाईस लाख चौंसठ हजार बयालीस और तिरासी पैसे मात्र) डिमांड नोटिस दिनांक: 17-07-2023 कब्जे की तिथि: 26-09-2023 फ्लैट नंबर 101 का वह सारा टुकड़ा और पार्सल, पहली मंजिल पर, आकार 825 वर्ग फीट (76.67 वर्ग मीटर), "श्रीनाथ अपार्टमेंट" में, प्लॉट नंबर 8-ए और 12-ए पर निर्मित, वैभव नगर, इंदौर, मध्य प्रदेश-452001 में स्थित है। 2. उधारकर्ता का नाम: पवन सिंह पाटीदार, मंजू पाटीदार बकाया: रु. 16,37,063/- (रुपये सोलह लाख सैंतीस हजार तिरसठ मात्र) डिमांड नोटिस दिनांक: 13-07-2023 कब्जे की तिथि: 25-09-2023 मकान नंबर 162 का वह पूरा टुकड़ा और पार्सल, पटवारीहल्का 3300 वर्ग फीट का है अर्थात 306.69 वर्गमीटर, पी.एच. नंबर 05, खसरा नंबर 262, ग्राम लसूड़िया कुल्मी, तहसील टोंकखुर्द, जिला देवास, मध्य प्रदेश 455116। 3. उधारकर्ता का नाम: रंजन सिंह वर्मा, जानकीबाई रंजन सिंह वर्मा, संजय वर्मा, रजनीकांत वर्मा बकाया: रु. 18,97,289.86/- (रुपये अठारह लाख सत्तानवे हजार दो सौ नवासी और छियासी पैसे मात्र) डिमांड नोटिस दिनांक: 17-07-2023 कब्जे की तिथि: 25-09-2023 प्लॉट नंबर 101 का वह सारा टुकड़ा और पार्सल, जिसका माप 1000 वर्ग फुट (92.93 वर्ग मीटर) "वेणुगाल ग्रीन पार्क कॉलोनी" गांव में स्थित: नागुखेड़ी, तहसील और जिला-देवास, मध्य प्रदेश-455001। 4. उधारकर्ता का नाम: दिनेश भूतड़ा, सत्यनारायण भूतड़ा बकाया: रु. 32,21,377.25/- (रुपये बत्तीस लाख इक्कीस हजार तीन सौ सतहत्तर और पच्चीस पैसे मात्र) डिमांड नोटिस दिनांक: 18-07-2023 कब्जे की तिथि: 26-09-2023 भूमिविस्तार हाउस नंबर 72 और नए नंबर 85 का वह सारा टुकड़ा और पार्सल, 444 वर्ग फुट का है अर्थात 41.26 वर्गमीटर, "कलोटा बाजार" (बजाजखाना), इंदौर, मध्य प्रदेश - 452001 पर स्थित है। 5. उधारकर्ता का नाम: सुमन रे, विनोद कुमार रे बकाया: रु. 57,20,966.99/- (रुपये सत्तावन लाख बीस हजार नौ सौ छियासठ एवं निन्यानबे पैसे मात्र) डिमांड नोटिस दिनांक: 17-07-2023 कब्जे की तिथि: 26-09-2023 फ्लैट नंबर 306 का वह सारा टुकड़ा और पार्सल, जिसका आकार 1388 वर्ग फुट है अर्थात 128.99 वर्गमीटर, क्षेत्र, सिल्वर स्प्रिंग टाउनशिप न्यू ब्लॉक-बी, खसरा नंबर 302/2 और 303/1/2, पटवारी हल्का नंबर 37, तहसील और जिला इंदौर, मध्य प्रदेश-452001। दिनांक : 28.09.2023 स्थान : इंदौर अधिकृत अधिकारी आदित्य बिड़ला हाउसिंग फाइनेंस लिमिटेड: [308, 971, 588, 1356]
table-cell: दमोह जिले के पथरिया-बंसीपुरा मार्ग में ग्राम सीतानगर के पास सुनार नदी पर पहुंच मार्ग सहित उच्चस्तरीय पुल निर्माण सुरक्षा कार्य एवं एप्रोच कलवर्ट सहित कार्य।: [718, 906, 824, 945]
table-cell: 2023_PWDRB_309788_1: [620, 1284, 664, 1314]
mobile: मो.नं. 9425088883: [282, 220, 348, 230]
table-cell: 2023_PWDRB_309776_1: [620, 1086, 664, 1125]
body-text: भगवान उचिष्ठ गणेश की श्रद्धा और भक्ति में हुए यज्ञ के दौरान यज्ञाचार्य ने अपनी आहुति देकर भगवान गणेश की भक्ति में अपनी श्रद्धा व्यक्त की। इस दौरान करीब डेढ़ सौ से अधिक दंपतियों ने विभिन्न व्यंजनों की आहुति देकर संकल्प लिया। राष्ट्रीय संत एवं कांग्रेस-भाजपा के जनप्रतिनिधि भी इस दौरान विशेष रूप से मौजूद थे। भगवान गणेश के 10 दिवसीय पर्व का आयोजन जारी है, वहीं नगर की सीमा पर स्थापित उचिष्ठ महागणपति मंदिर में वर्ष में एक बार होने वाले अनूठे यज्ञ का आयोजन होता है, जिसमें मंदिर के आचार्य द्वारा यज्ञ में अपनी आहुति दी जाती है। इस दौरान करीब 6 घंटे तक चले इस धार्मिक आयोजन में विद्वान ब्राह्मणों के मंत्रोच्चार से: [18, 224, 125, 444]
notice-point: 1. उपरोक्त प्रस्तुत ऑनलाईन आवेदन पत्र में आवेदित क्षेत्र के संबंध में अन्य इच्छुक आवेदकों से विज्ञप्ति प्रकाशित होने की तिथि से आवेदन प्रस्तुत करने की अंतिम तिथि तक ऑनलाईन आवेदन आमंत्रित किये जाते हैं।: [603, 606, 936, 622]
table-cell: पुल कार्य: [692, 1155, 718, 1194]
body-text: सोशल मीडिया पर विद्यार्थियों की अर्द्धवार्षिक परीक्षाओं को लेकर राज्य शिक्षा केंद्र का आदेश देर से वायरल होने के बाद इस आदेश से कई निजी स्कूल संचालकों की चौंके देखी हो गई है, वहीं विद्यार्थियों की समस्या बढ़ गई है, जबकि अभिभावक बच्चों के मानसिक तनाव को लेकर चिंतित दिखाई दे रहे हैं। कुछ शासकीय स्कूलों के साथ निजी स्कूलों की त्रैमासिक परीक्षा सितंबर के अंतिम सप्ताह तथा अक्टूबर के पहले सप्ताह में खत्म होगी, जबकि सोशल मीडिया के मुताबिक अर्द्धवार्षिक परीक्षा नवंबर माह के दूसरे सप्ताह से ही प्रारम्भ हो जाएगी, जबकि जमीनी तौर पर बच्चे पाठ्यक्रम का 50 प्रतिशत अध्ययन भी नहीं कर सकेंगे, लेकिन सोशल मीडिया के मुताबिक स्कूल संचालकों को निर्धारित: [18, 1094, 154, 1279]
story-nss: [18, 1306, 300, 1552]
story-exams: [18, 971, 300, 1293]
table-cell: तृतीय: [824, 1086, 850, 1125]
table-cell: प्रथम: [824, 945, 850, 984]
table-cell: राजगढ़: [664, 1284, 692, 1314]
column-header: तहसील: [645, 556, 687, 569]
table-cell: केवल ऑन-लाईन: [884, 1193, 936, 1223]
table-cell: 9: [604, 1193, 620, 1223]
table-cell: 418: [728, 569, 770, 591]
table-cell: 2023_PWDRB_309766_1: [620, 906, 664, 945]
table-cell: पुल कार्य: [692, 868, 718, 907]
table-cell: दमोह: [664, 906, 692, 945]
lower-section: [10, 455, 935, 1552]
headline: व्यंजनों की आहुति दे दंपतियों ने लिया संकल्प: [36, 156, 222, 188]
byline: पीपुल्स संवाददाता ● महेश्वर: [18, 1064, 154, 1077]
table-cell: पुल कार्य: [692, 1224, 718, 1254]
table-cell: 1070.66: [850, 1030, 884, 1085]
table-cell: झाबुआ जिले के अंतर्गत मछलिया से पिपलिया मार्ग में पोंकाखाड़ नदी पर पहुंच मार्ग सहित उच्चस्तरीय पुल निर्माण कार्य।: [718, 1224, 824, 1254]
table-cell: केवल ऑन-लाईन: [884, 1284, 936, 1314]
table-cell: प्रथम: [824, 1284, 850, 1314]
table-cell: रतलाम: [664, 945, 692, 984]
quote: सोशल मीडिया के आदेश को हम नहीं मानते हैं। शिक्षा विभाग के माध्यम से जो पत्र आएगा उसके आधार पर ही परीक्षा होगी। दीपावली के समय बच्चों की प्रशासनिक महत्व होगा, लेकिन परीक्षाओं के निर्धारण को लेकर जारी हो उच्च कार्यालय से पत्र और निर्देश मिलेंगे, उसके बाद सही जानकारी उपलब्ध कराई जाएगी।: [162, 1200, 300, 1281]
body-text: जिले के गोगावां थाना क्षेत्र में डोल ग्यारस पर निकले झांकियों के चल समारोह में चोरी हुए मोबाइल पुलिस ने बरामद कर लिए हैं। इस मामले में दो शातिर चोरों को गिरफ्तार कर 3 मोबाइल जब्त करने का दावा किया है। पुलिस गिरफ्त में आए आरोपियों में एक आरोपी न्यायालय ले जाते समय चेहरा छिपाते नजर आया। पुलिस के मुताबिक 25/26 सितंबर की रात्रि में कस्बा गोगावां में निकले डोल ग्यारस चल समारोह के दौरान मोबाइल चोरी होने की शिकायतें सामने आई थीं। इसके आधार पर चोरों की तलाश शुरू की गई, सीसीटीवी फुटेज खंगालने के साथ ही मुखबिरों को सक्रिय किया गया। इसी दौरान 2 व्यक्तियों के मोबाइल बेचने की फिराक में घूमने की सूचना मिली। सूचना के आधार पर विनोद पिता रमेश निवासी गोगावां जिला बड़वानी व दूसरा पुरुषोत्तम पिता दिनेश निवासी जिला बड़वानी को गिरफ्तार कर पुलिस हिरासत में लिया गया, जिनके तलाशी लेने पर 3 मोबाइल फोन बरामद हुए, जिसमें उन्होंने चोरी के मोबाइल होना कबूल किया।: [18, 525, 188, 721]
table-cell: पुल कार्य: [692, 945, 718, 984]
table-row: [604, 1125, 936, 1155]
table-cell: हरदा जिले में सीरमगांव से झाकला मार्ग पर अजनाल नदी पर पहुंच मार्ग सहित उच्चस्तरीय पुल निर्माण कार्य।: [718, 1254, 824, 1284]
table-cell: आगर मालवा जिलेके अंतर्गत बगलामुखी माता मंदिर के समीप लखुन्दर नदी पर पहुंच मार्ग सहित एच.टी. 11के.वी. / 33 के.वी. उच्चस्तरीय लाईन शिफ्टिंग एवं स्ट्रीट लाईट कार्य सहित उच्चस्तरीय पुल निर्माण कार्य।: [718, 1030, 824, 1085]
table-cell: केवल ऑन-लाईन: [884, 1086, 936, 1125]
table-cell: 1358.06: [850, 906, 884, 945]
table-cell: प्रथम: [824, 1254, 850, 1284]
table-cell: पुल कार्य: [692, 1086, 718, 1125]
table-cell: राजगढ़: [664, 1193, 692, 1223]
table-cell: पुल कार्य: [692, 1193, 718, 1223]
column-header: ग्राम: [687, 556, 729, 569]
table-cell: 3: [604, 945, 620, 984]
